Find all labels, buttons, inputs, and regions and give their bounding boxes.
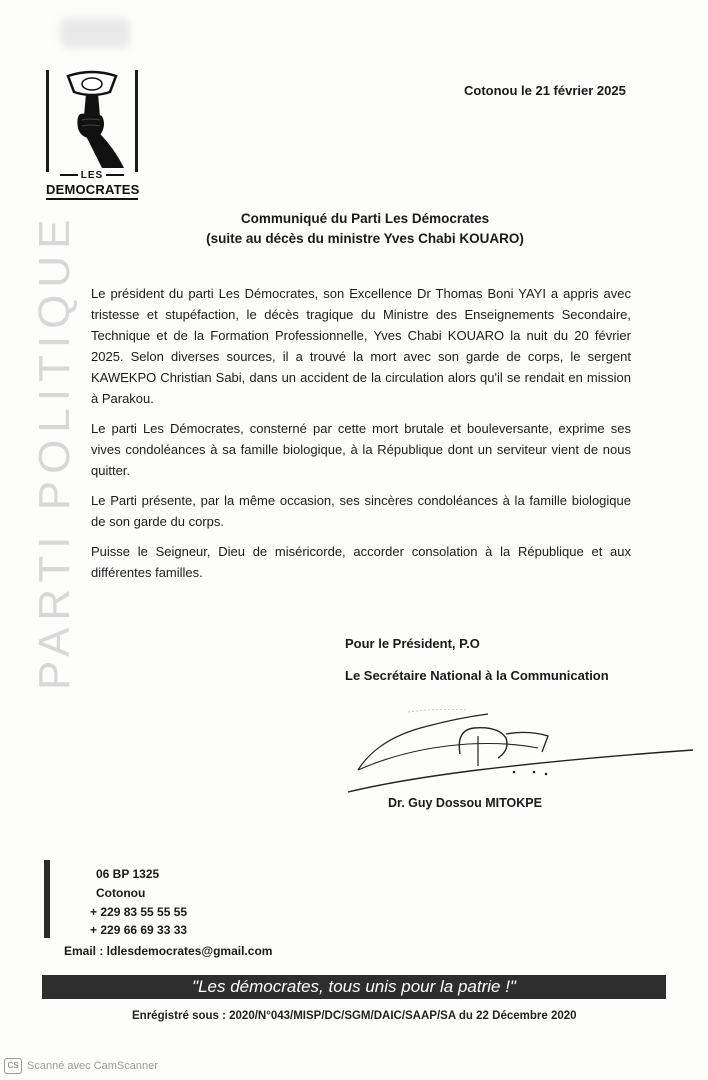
contact-phone: + 229 83 55 55 55 xyxy=(90,905,188,919)
party-logo xyxy=(46,70,138,198)
registration-line: Enrégistré sous : 2020/N°043/MISP/DC/SGM/DAIC/SAAP/SA du 22 Décembre 2020 xyxy=(132,1010,577,1022)
contact-po-box: 06 BP 1325 xyxy=(96,867,160,881)
paragraph: Le président du parti Les Démocrates, son Excellence Dr Thomas Boni YAYI a appris avec tristesse et stupéfaction, le décès tragique du Ministre des Enseignements Secondaire, Technique et de la Formation Professionnelle, Yves Chabi KOUARO la nuit du 20 février 2025. Selon diverses sources, il a trouvé la mort avec son garde de corps, le sergent KAWEKPO Christian Sabi, dans un accident de la circulation alors qu'il se rendait en mission à Parakou. xyxy=(91,286,631,406)
scanner-footer xyxy=(4,1058,158,1074)
document-title xyxy=(180,209,550,249)
logo-les: LES xyxy=(46,170,138,181)
logo-name: DEMOCRATES xyxy=(46,182,138,200)
title-line-2: (suite au décès du ministre Yves Chabi KOUARO) xyxy=(206,231,524,246)
signature-role: Le Secrétaire National à la Communication xyxy=(345,668,609,683)
handwritten-signature xyxy=(338,700,708,800)
scan-smudge xyxy=(60,18,130,48)
contact-divider xyxy=(44,860,50,938)
torch-icon xyxy=(54,70,130,168)
contact-city: Cotonou xyxy=(96,886,146,900)
logo-frame-left xyxy=(46,70,49,172)
contact-phone: + 229 66 69 33 33 xyxy=(90,923,188,937)
scanner-label: Scanné avec CamScanner xyxy=(27,1060,158,1072)
slogan-banner: "Les démocrates, tous unis pour la patrie !" xyxy=(42,975,666,999)
logo-frame-right xyxy=(135,70,138,172)
paragraph: Le parti Les Démocrates, consterné par cette mort brutale et bouleversante, exprime ses vives condoléances à sa famille biologique, à la République dont un serviteur vient de nous quitter. xyxy=(91,421,631,478)
paragraph: Le Parti présente, par la même occasion, ses sincères condoléances à la famille biologique de son garde du corps. xyxy=(91,493,631,529)
contact-email: Email : ldlesdemocrates@gmail.com xyxy=(64,944,273,958)
signature-on-behalf: Pour le Président, P.O xyxy=(345,636,480,651)
signer-name: Dr. Guy Dossou MITOKPE xyxy=(388,796,542,810)
document-date: Cotonou le 21 février 2025 xyxy=(464,83,626,98)
document-body xyxy=(91,283,631,592)
watermark: PARTI POLITIQUE xyxy=(30,212,79,690)
paragraph: Puisse le Seigneur, Dieu de miséricorde, accorder consolation à la République et aux différentes familles. xyxy=(91,544,631,580)
title-line-1: Communiqué du Parti Les Démocrates xyxy=(240,211,490,226)
camscanner-icon: CS xyxy=(4,1058,22,1074)
